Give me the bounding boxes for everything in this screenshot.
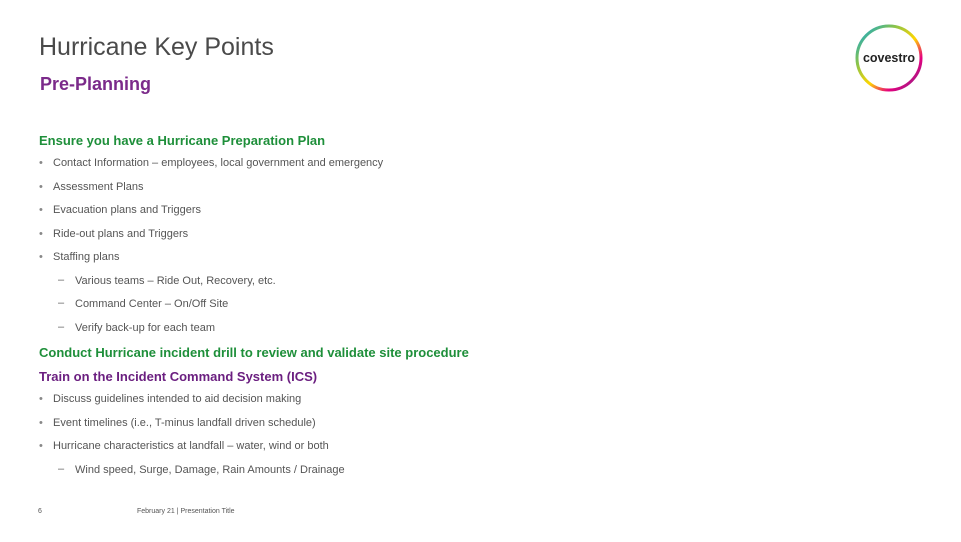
- bullet-icon: •: [39, 251, 43, 263]
- sub-list-item: – Command Center – On/Off Site: [58, 297, 229, 310]
- covestro-logo: [853, 22, 925, 94]
- list-item: • Contact Information – employees, local government and emergency: [39, 157, 384, 169]
- sub-list-item: – Verify back-up for each team: [58, 320, 216, 334]
- slide-subtitle: Pre-Planning: [40, 74, 152, 94]
- list-item: • Ride-out plans and Triggers: [39, 227, 189, 240]
- slide-title: Hurricane Key Points: [39, 33, 274, 61]
- bullet-icon: •: [39, 416, 43, 429]
- section-heading: Conduct Hurricane incident drill to review and validate site procedure: [39, 345, 469, 360]
- sub-list-item: – Various teams – Ride Out, Recovery, etc.: [58, 273, 276, 287]
- bullet-icon: •: [39, 157, 43, 169]
- slide-body: [39, 132, 919, 486]
- bullet-icon: •: [39, 440, 43, 452]
- list-item: • Event timelines (i.e., T-minus landfall driven schedule): [39, 416, 316, 429]
- logo-text: covestro: [862, 51, 916, 65]
- list-item: • Discuss guidelines intended to aid decision making: [39, 393, 302, 405]
- dash-icon: –: [58, 273, 65, 286]
- list-item: • Evacuation plans and Triggers: [39, 204, 201, 216]
- bullet-icon: •: [39, 393, 43, 405]
- dash-icon: –: [58, 462, 65, 475]
- dash-icon: –: [58, 297, 65, 309]
- list-item: • Hurricane characteristics at landfall – water, wind or both: [39, 440, 329, 452]
- list-item: • Staffing plans: [39, 251, 120, 263]
- sub-list-item: – Wind speed, Surge, Damage, Rain Amounts / Drainage: [58, 462, 345, 476]
- footer-text: February 21 | Presentation Title: [137, 508, 235, 515]
- bullet-icon: •: [39, 204, 43, 216]
- bullet-icon: •: [39, 227, 43, 240]
- bullet-icon: •: [39, 180, 43, 193]
- section-heading: Train on the Incident Command System (ICS): [39, 369, 318, 384]
- page-number: 6: [38, 508, 42, 515]
- dash-icon: –: [58, 320, 65, 333]
- section-heading: Ensure you have a Hurricane Preparation Plan: [39, 133, 326, 148]
- list-item: • Assessment Plans: [39, 180, 144, 193]
